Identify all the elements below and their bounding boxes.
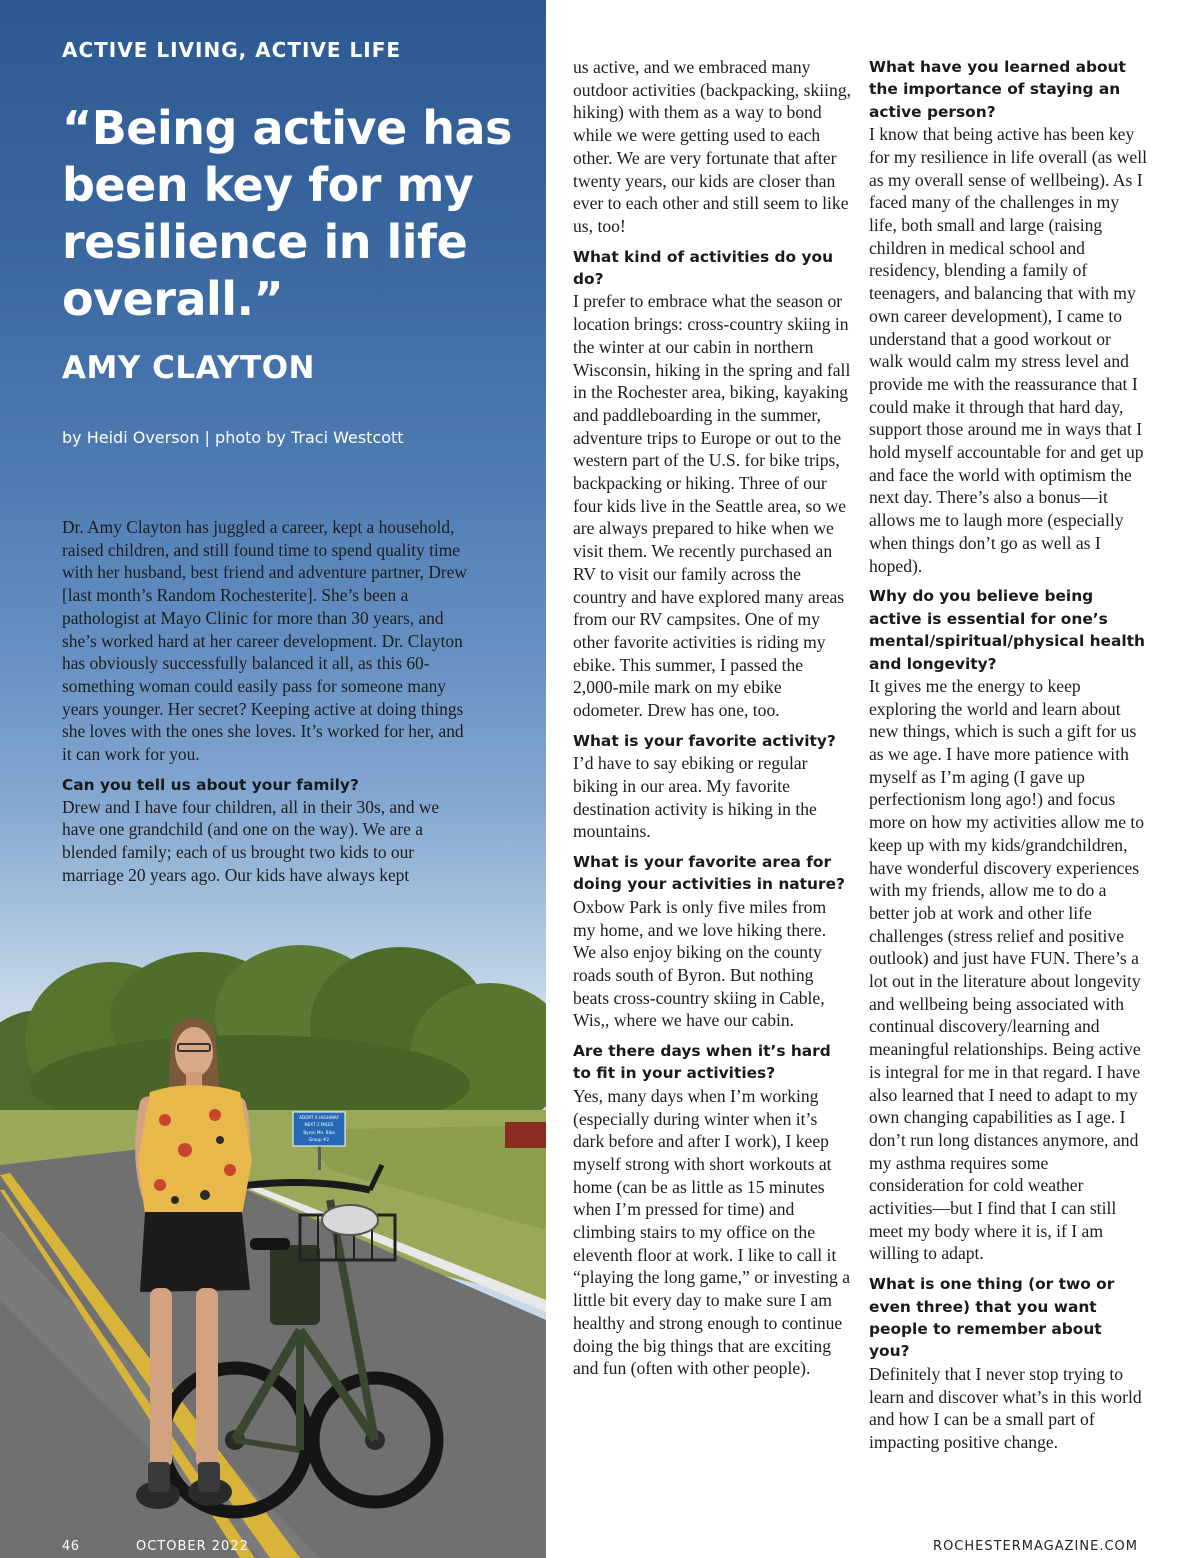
article-column-middle [573, 56, 851, 1380]
answer-favorite-area: Oxbow Park is only five miles from my home, and we love hiking there. We also enjoy biking on the county roads south of Byron. But nothing beats cross-country skiing in Cable, Wis,, where we have our cabin. [573, 896, 827, 1031]
question-favorite-activity: What is your favorite activity? [573, 731, 836, 750]
website-footer: ROCHESTERMAGAZINE.COM [933, 1539, 1138, 1554]
person-name: AMY CLAYTON [62, 350, 316, 386]
pull-quote: “Being active has been key for my resilience in life overall.” [62, 101, 512, 326]
answer-remember: Definitely that I never stop trying to learn and discover what’s in this world and how I can be a small part of impacting positive change. [869, 1363, 1142, 1452]
answer-activities: I prefer to embrace what the season or location brings: cross-country skiing in the winter at our cabin in northern Wisconsin, hiking in the spring and fall in the Rochester area, biking, kayaking and paddleboarding in the summer, adventure trips to Europe or out to the western part of the U.S. for bike trips, backpacking or hiking. Three of our four kids live in the Seattle area, so we are always prepared to hike when we visit them. We recently purchased an RV to visit our family across the country and have explored many areas from our RV campsites. One of my other favorite activities is riding my ebike. This summer, I passed the 2,000-mile mark on my ebike odometer. Drew has one, too. [573, 291, 851, 721]
sign-line-4: Group #2 [308, 1137, 330, 1142]
answer-importance: I know that being active has been key for my resilience in life overall (as well as my overall sense of wellbeing). As I faced many of the challenges in my life, both small and large (raising children in medical school and residency, blending a family of teenagers, and balancing that with my own career development), I came to understand that a good workout or walk would calm my stress level and provide me with the reassurance that I could make it through that hard day, support those around me in ways that I hold myself accountable for and get up and face the world with optimism the next day. There’s also a bonus—it allows me to laugh more (especially when things don’t go as well as I hoped). [869, 124, 1147, 576]
byline: by Heidi Overson | photo by Traci Westcott [62, 428, 404, 447]
question-essential: Why do you believe being active is essential for one’s mental/spiritual/physical health and longevity? [869, 587, 1145, 673]
sign-line-3: Byron Mn. Bike [303, 1130, 335, 1135]
question-activities: What kind of activities do you do? [573, 247, 834, 289]
question-importance: What have you learned about the importance of staying an active person? [869, 58, 1126, 121]
intro-paragraph: Dr. Amy Clayton has juggled a career, kept a household, raised children, and still found time to spend quality time with her husband, best friend and adventure partner, Drew [last month’s Random Rochesterite]. She’s been a pathologist at Mayo Clinic for more than 30 years, and she’s worked hard at her career development. Dr. Clayton has obviously successfully balanced it all, as this 60-something woman could easily pass for someone many years younger. Her secret? Keeping active at doing things she loves with the ones she loves. It’s worked for her, and it can work for you. [62, 517, 467, 765]
article-column-right [869, 56, 1147, 1454]
issue-date: OCTOBER 2022 [136, 1539, 249, 1554]
question-favorite-area: What is your favorite area for doing your activities in nature? [573, 853, 845, 894]
question-family: Can you tell us about your family? [62, 775, 359, 794]
sign-line-2: NEXT 2 MILES [304, 1122, 334, 1127]
page-number: 46 [62, 1539, 80, 1554]
answer-hard-days: Yes, many days when I’m working (especially during winter when it’s dark before and after I work), I keep myself strong with short workouts at home (can be as little as 15 minutes when I’m pressed for time) and climbing stairs to my office on the eleventh floor at work. I like to call it “playing the long game,” or investing a little bit every day to make sure I am healthy and strong enough to continue doing the big things that are exciting and fun (often with other people). [573, 1085, 851, 1379]
barn [505, 1122, 546, 1148]
answer-favorite-activity: I’d have to say ebiking or regular biking in our area. My favorite destination activity is hiking in the mountains. [573, 753, 817, 842]
question-remember: What is one thing (or two or even three) that you want people to remember about you? [869, 1275, 1115, 1361]
answer-family-part2: us active, and we embraced many outdoor activities (backpacking, skiing, hiking) with them as a way to bond while we were getting used to each other. We are very fortunate that after twenty years, our kids are closer than ever to each other and still seem to like us, too! [573, 57, 852, 236]
answer-family-part1: Drew and I have four children, all in their 30s, and we have one grandchild (and one on the way). We are a blended family; each of us brought two kids to our marriage 20 years ago. Our kids have always kept [62, 796, 440, 885]
cover-photo-panel [0, 0, 546, 1558]
question-hard-days: Are there days when it’s hard to fit in your activities? [573, 1042, 831, 1083]
section-label: ACTIVE LIVING, ACTIVE LIFE [62, 38, 402, 62]
intro-block [62, 516, 468, 887]
sign-line-1: ADOPT A HIGHWAY [299, 1115, 339, 1120]
answer-essential: It gives me the energy to keep exploring the world and learn about new things, which is such a gift for us as we age. I have more patience with myself as I’m aging (I gave up perfectionism long ago!) and focus more on how my activities allow me to keep up with my kids/grandchildren, have wonderful discovery experiences with my friends, allow me to do a better job at work and other life challenges (stress relief and positive outlook) and just have FUN. There’s a lot out in the literature about longevity and wellbeing being associated with continual discovery/learning and meaningful relationships. Being active is integral for me in that regard. I have also learned that I need to adapt to my own changing capabilities as I age. I don’t run long distances anymore, and my asthma requires some consideration for cold weather activities—but I find that I can still meet my body where it is, if I am willing to adapt. [869, 675, 1145, 1264]
